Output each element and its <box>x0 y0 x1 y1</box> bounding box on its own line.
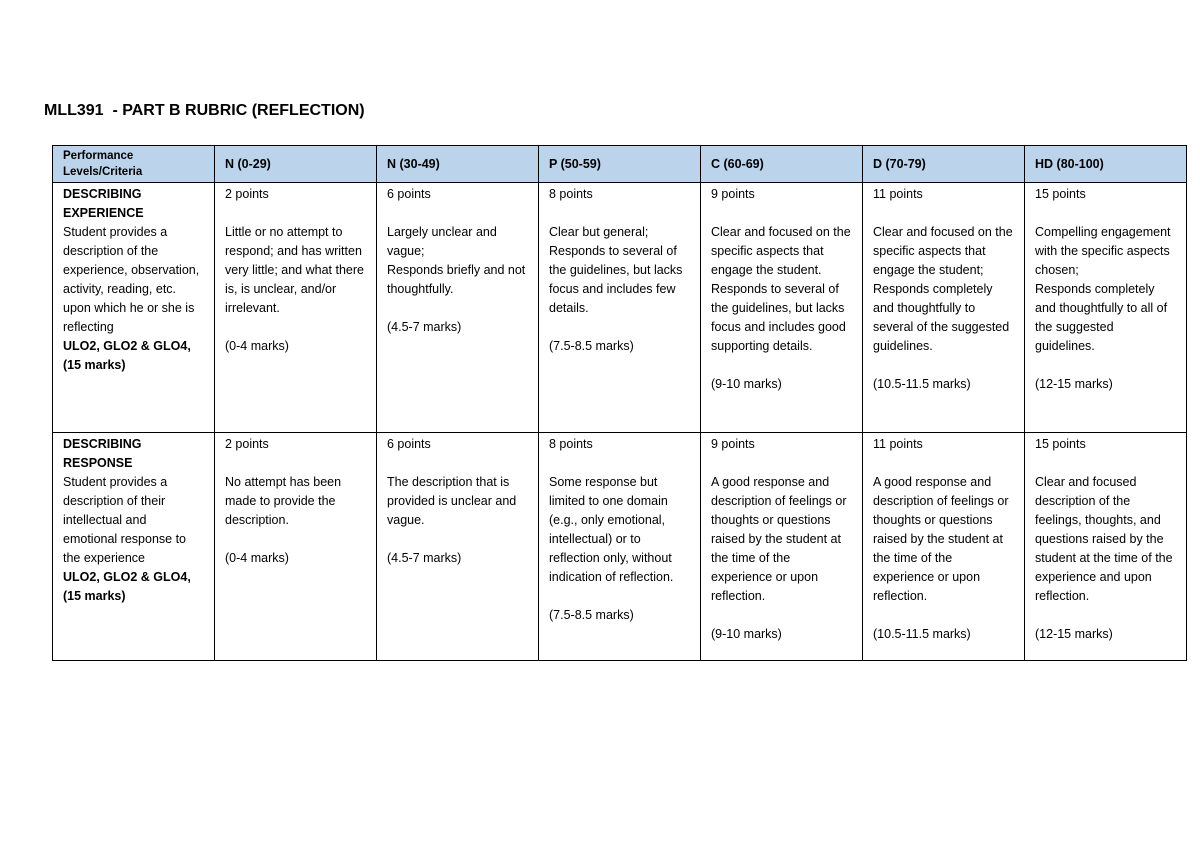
criteria-cell <box>53 183 215 433</box>
level-cell <box>215 183 377 433</box>
criteria-header: Performance Levels/Criteria <box>53 146 215 183</box>
cell-marks: (12-15 marks) <box>1035 377 1113 391</box>
cell-marks: (0-4 marks) <box>225 551 289 565</box>
cell-description: No attempt has been made to provide the description. <box>225 475 342 527</box>
cell-marks: (12-15 marks) <box>1035 627 1113 641</box>
document-title: MLL391 - PART B RUBRIC (REFLECTION) <box>44 102 365 119</box>
cell-description: Clear and focused on the specific aspects that engage the student; Responds completely and thoughtfully to several of the suggested guidelines. <box>873 225 1013 353</box>
cell-points: 8 points <box>549 437 593 451</box>
criteria-cell <box>53 433 215 661</box>
criteria-title: DESCRIBING EXPERIENCE <box>63 187 144 220</box>
level-cell <box>701 433 863 661</box>
level-cell <box>539 433 701 661</box>
cell-description: Little or no attempt to respond; and has written very little; and what there is, is unclear, and/or irrelevant. <box>225 225 364 315</box>
cell-points: 11 points <box>873 437 923 451</box>
cell-points: 15 points <box>1035 187 1086 201</box>
cell-points: 9 points <box>711 437 755 451</box>
cell-marks: (4.5-7 marks) <box>387 551 462 565</box>
cell-points: 2 points <box>225 187 269 201</box>
criteria-description: Student provides a description of their intellectual and emotional response to the experience <box>63 475 186 565</box>
cell-marks: (0-4 marks) <box>225 339 289 353</box>
level-header: N (0-29) <box>215 146 377 183</box>
criteria-description: Student provides a description of the experience, observation, activity, reading, etc. upon which he or she is reflecting <box>63 225 200 334</box>
cell-points: 2 points <box>225 437 269 451</box>
level-cell <box>701 183 863 433</box>
criteria-outcomes: ULO2, GLO2 & GLO4, (15 marks) <box>63 570 191 603</box>
cell-marks: (9-10 marks) <box>711 377 782 391</box>
level-cell <box>863 433 1025 661</box>
criteria-outcomes: ULO2, GLO2 & GLO4, (15 marks) <box>63 339 191 372</box>
cell-marks: (10.5-11.5 marks) <box>873 627 971 641</box>
cell-points: 8 points <box>549 187 593 201</box>
cell-points: 9 points <box>711 187 755 201</box>
cell-marks: (10.5-11.5 marks) <box>873 377 971 391</box>
cell-description: Largely unclear and vague; Responds briefly and not thoughtfully. <box>387 225 526 296</box>
level-header: P (50-59) <box>539 146 701 183</box>
cell-points: 11 points <box>873 187 923 201</box>
cell-description: Clear and focused description of the feelings, thoughts, and questions raised by the student at the time of the experience and upon reflection. <box>1035 475 1173 603</box>
criteria-title: DESCRIBING RESPONSE <box>63 437 142 470</box>
table-row <box>53 433 1187 661</box>
cell-description: The description that is provided is unclear and vague. <box>387 475 517 527</box>
level-cell <box>539 183 701 433</box>
cell-description: Clear but general; Responds to several of the guidelines, but lacks focus and includes few details. <box>549 225 683 315</box>
level-header: HD (80-100) <box>1025 146 1187 183</box>
cell-description: Some response but limited to one domain (e.g., only emotional, intellectual) or to reflection only, without indication of reflection. <box>549 475 674 584</box>
cell-marks: (4.5-7 marks) <box>387 320 462 334</box>
cell-marks: (7.5-8.5 marks) <box>549 608 634 622</box>
level-header: D (70-79) <box>863 146 1025 183</box>
cell-description: A good response and description of feelings or thoughts or questions raised by the student at the time of the experience or upon reflection. <box>711 475 847 603</box>
level-cell <box>1025 433 1187 661</box>
rubric-table <box>52 145 1187 661</box>
cell-description: Clear and focused on the specific aspects that engage the student. Responds to several of the guidelines, but lacks focus and includes good supporting details. <box>711 225 851 353</box>
cell-description: Compelling engagement with the specific aspects chosen; Responds completely and thoughtfully to all of the suggested guidelines. <box>1035 225 1171 353</box>
level-header: C (60-69) <box>701 146 863 183</box>
cell-points: 6 points <box>387 437 431 451</box>
cell-points: 15 points <box>1035 437 1086 451</box>
level-cell <box>377 183 539 433</box>
level-cell <box>215 433 377 661</box>
header-row <box>53 146 1187 183</box>
cell-points: 6 points <box>387 187 431 201</box>
cell-description: A good response and description of feelings or thoughts or questions raised by the student at the time of the experience or upon reflection. <box>873 475 1009 603</box>
level-header: N (30-49) <box>377 146 539 183</box>
cell-marks: (7.5-8.5 marks) <box>549 339 634 353</box>
table-row <box>53 183 1187 433</box>
level-cell <box>1025 183 1187 433</box>
level-cell <box>377 433 539 661</box>
cell-marks: (9-10 marks) <box>711 627 782 641</box>
level-cell <box>863 183 1025 433</box>
